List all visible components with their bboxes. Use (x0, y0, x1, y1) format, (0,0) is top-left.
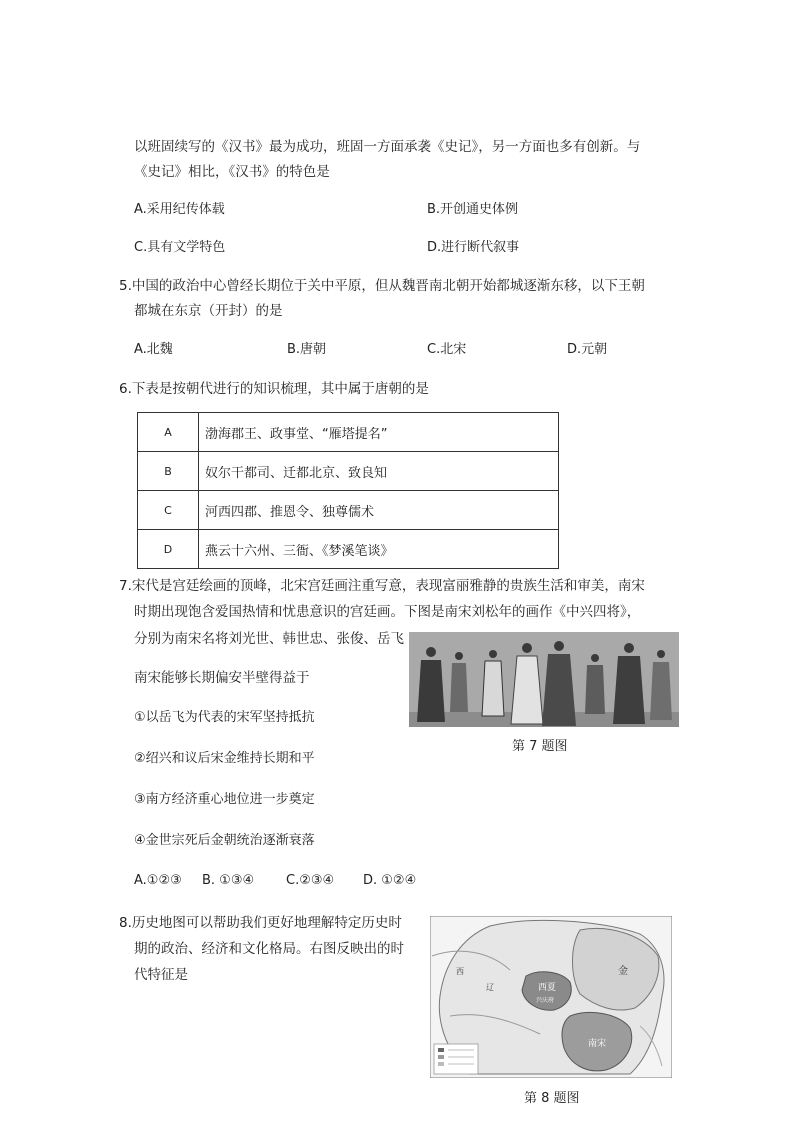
q7-caption: 第 7 题图 (512, 739, 568, 754)
table-row (138, 452, 559, 491)
q6-table (137, 412, 559, 569)
q7-stem-line1: 7.宋代是宫廷绘画的顶峰，北宋宫廷画注重写意，表现富丽雅静的贵族生活和审美，南宋 (119, 578, 645, 594)
table-row (138, 491, 559, 530)
q4-option-a: A.采用纪传体载 (134, 202, 225, 217)
table-row (138, 530, 559, 569)
q7-option-c: C.②③④ (286, 873, 335, 888)
q5-option-d: D.元朝 (567, 342, 608, 357)
table-row (138, 413, 559, 452)
q7-stem-line4: 南宋能够长期偏安半壁得益于 (134, 670, 310, 686)
row-label: A (138, 413, 199, 452)
map-label-west: 西 (456, 967, 464, 976)
q7-option-d: D. ①②④ (363, 873, 417, 888)
map-label-song: 南宋 (588, 1039, 607, 1049)
q8-stem-line1: 8.历史地图可以帮助我们更好地理解特定历史时 (119, 915, 402, 931)
historical-map (430, 916, 672, 1078)
q8-caption: 第 8 题图 (524, 1091, 580, 1106)
q7-item-4: ④金世宗死后金朝统治逐渐衰落 (134, 833, 315, 848)
row-text: 河西四郡、推恩令、独尊儒术 (199, 491, 559, 530)
q4-stem-line2: 《史记》相比，《汉书》的特色是 (134, 164, 330, 180)
row-label: D (138, 530, 199, 569)
q5-stem-line2: 都城在东京（开封）的是 (134, 303, 283, 319)
painting-image (409, 632, 679, 727)
row-text: 渤海郡王、政事堂、“雁塔提名” (199, 413, 559, 452)
row-text: 奴尔干都司、迁都北京、致良知 (199, 452, 559, 491)
row-label: B (138, 452, 199, 491)
q5-option-c: C.北宋 (427, 342, 467, 357)
q4-option-d: D.进行断代叙事 (427, 240, 520, 255)
map-label-jin: 金 (618, 966, 628, 977)
q7-option-b: B. ①③④ (202, 873, 255, 888)
q4-option-c: C.具有文学特色 (134, 240, 226, 255)
map-label-xia: 西夏 (538, 983, 557, 993)
q7-stem-line2: 时期出现饱含爱国热情和忧患意识的宫廷画。下图是南宋刘松年的画作《中兴四将》， (134, 604, 641, 620)
q5-stem-line1: 5.中国的政治中心曾经长期位于关中平原，但从魏晋南北朝开始都城逐渐东移，以下王朝 (119, 278, 645, 294)
q5-option-b: B.唐朝 (287, 342, 327, 357)
q7-item-3: ③南方经济重心地位进一步奠定 (134, 792, 315, 807)
map-label-xia-sub: 兴庆府 (536, 997, 555, 1004)
q7-option-a: A.①②③ (134, 873, 182, 888)
q7-item-1: ①以岳飞为代表的宋军坚持抵抗 (134, 710, 315, 725)
q8-stem-line2: 期的政治、经济和文化格局。右图反映出的时 (134, 941, 404, 957)
q5-option-a: A.北魏 (134, 342, 173, 357)
row-text: 燕云十六州、三衙、《梦溪笔谈》 (199, 530, 559, 569)
row-label: C (138, 491, 199, 530)
q4-stem-line1: 以班固续写的《汉书》最为成功，班固一方面承袭《史记》，另一方面也多有创新。与 (134, 139, 641, 155)
q7-item-2: ②绍兴和议后宋金维持长期和平 (134, 751, 315, 766)
q7-stem-line3: 分别为南宋名将刘光世、韩世忠、张俊、岳飞 (134, 631, 404, 647)
map-label-liao: 辽 (486, 983, 494, 992)
q8-stem-line3: 代特征是 (134, 967, 188, 983)
q4-option-b: B.开创通史体例 (427, 202, 519, 217)
q6-stem: 6.下表是按朝代进行的知识梳理，其中属于唐朝的是 (119, 381, 429, 397)
